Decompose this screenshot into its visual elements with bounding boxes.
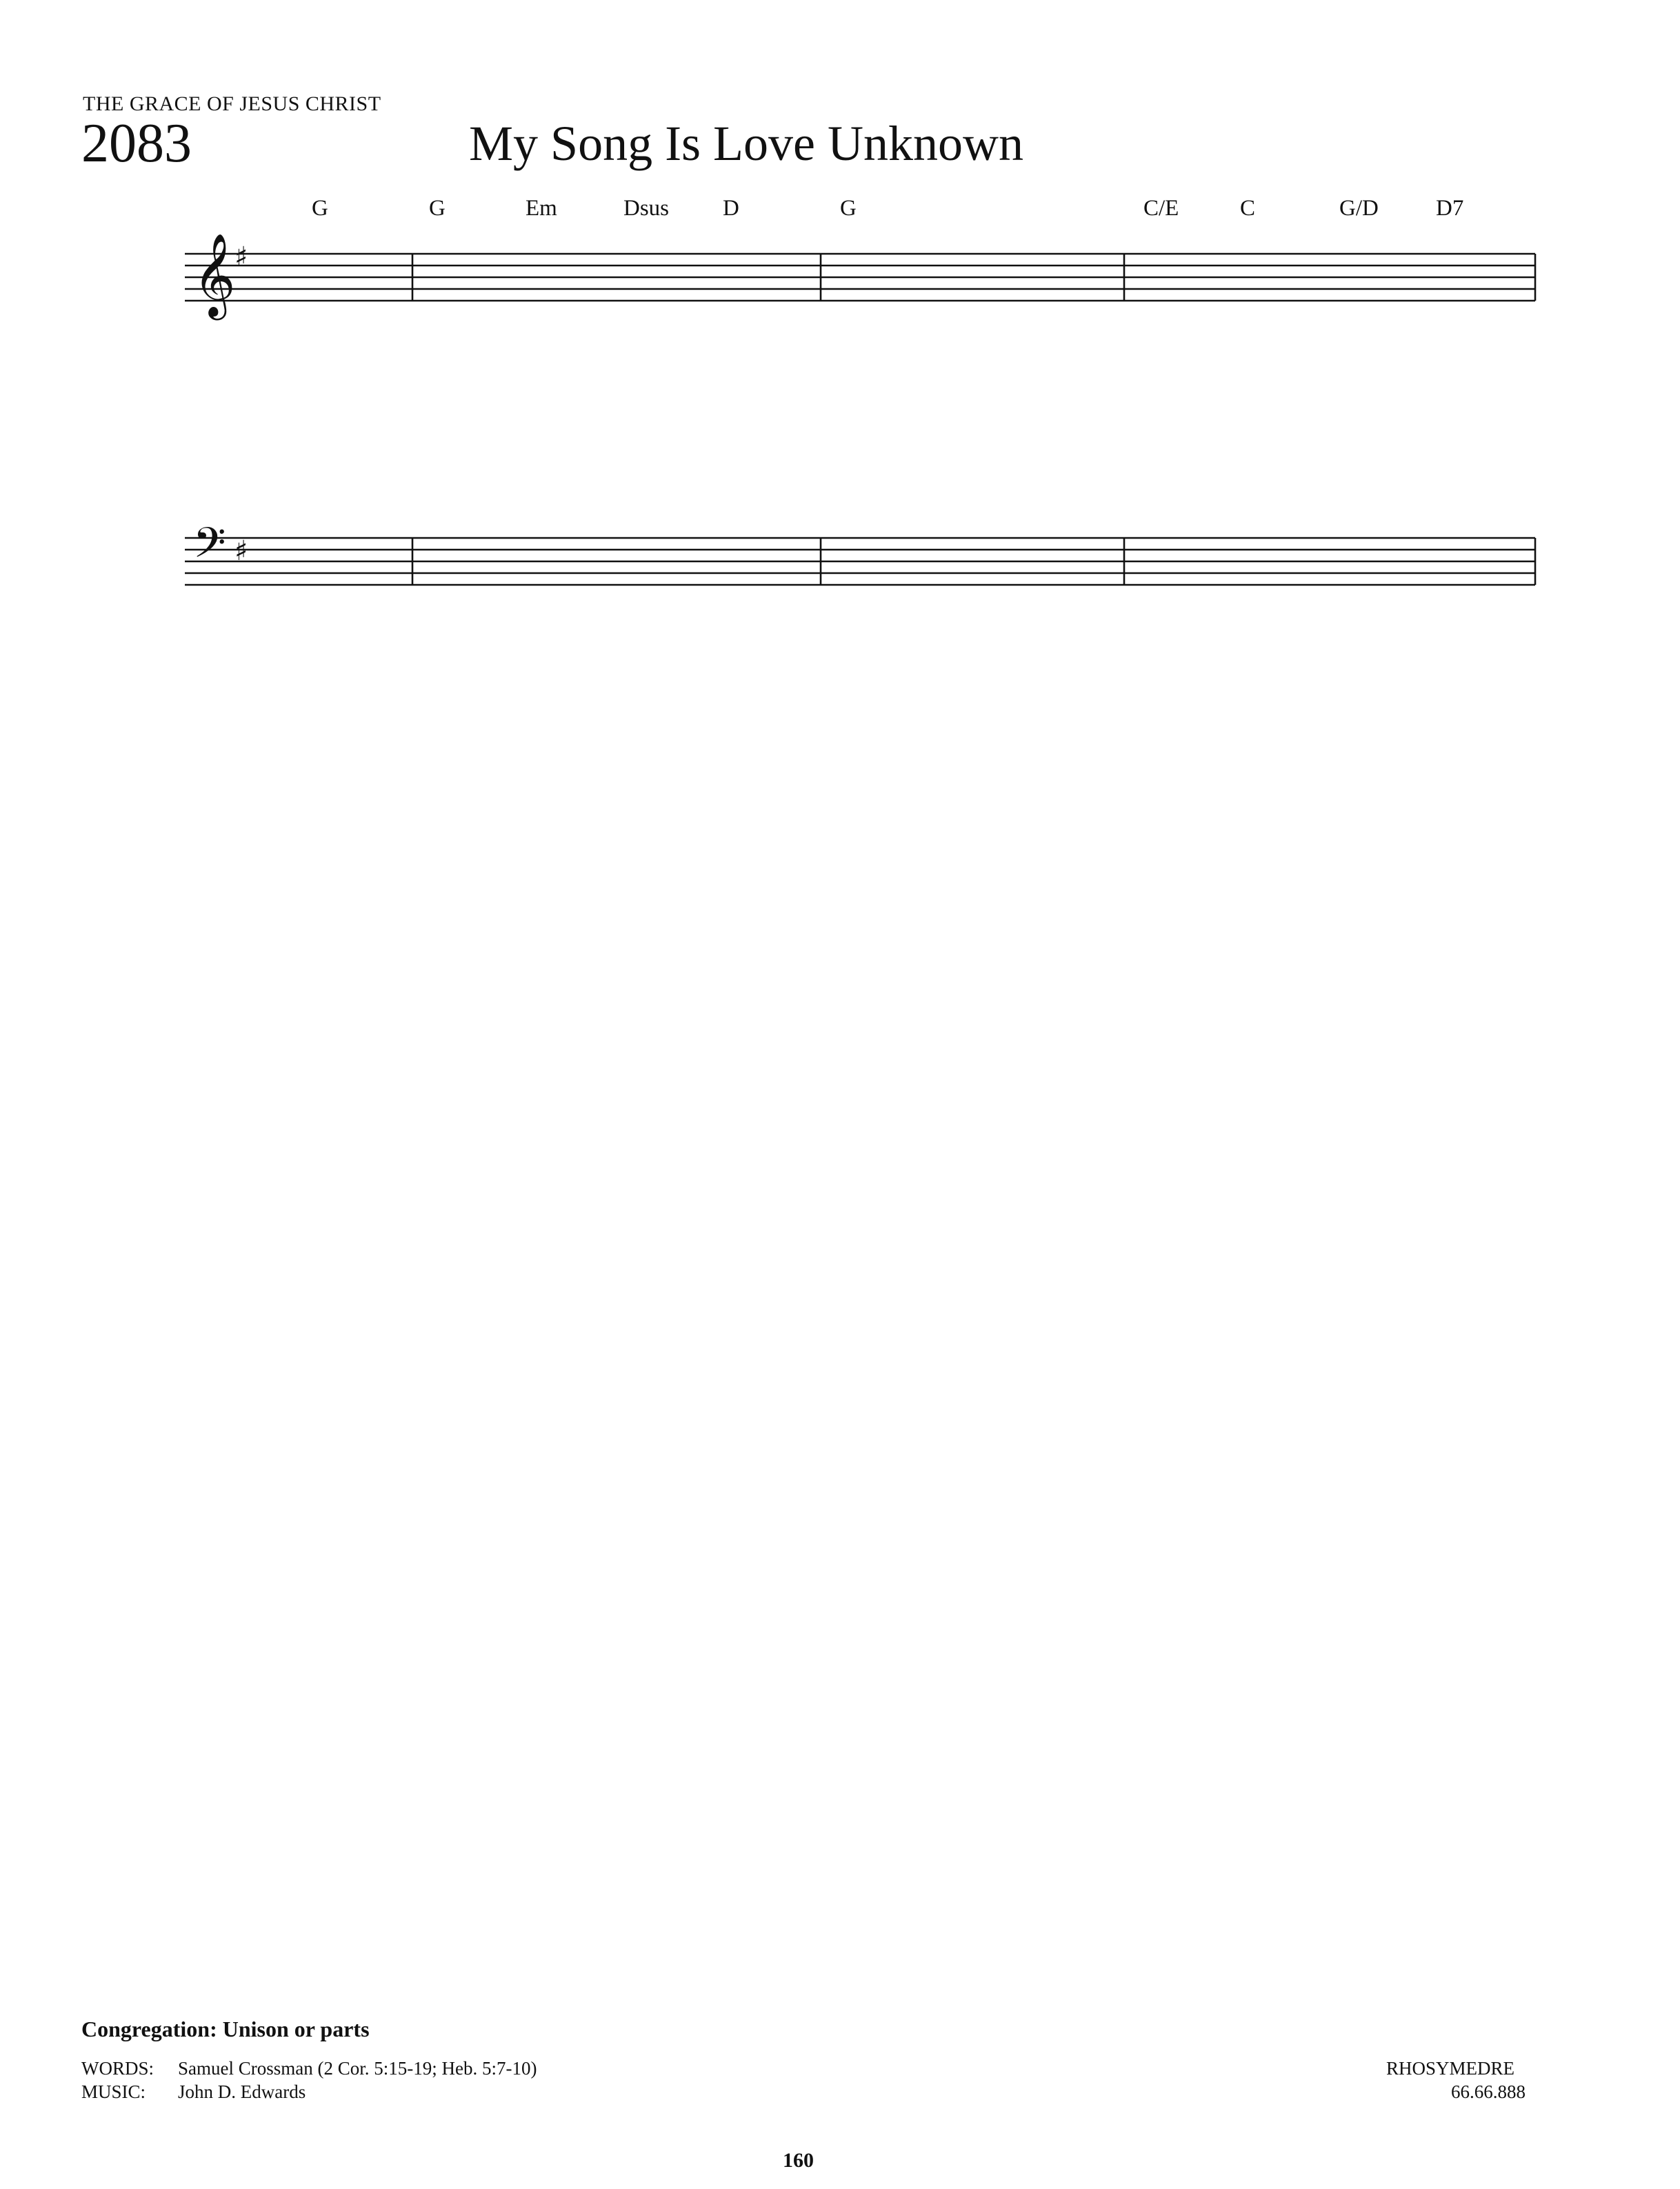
congregation-note: Congregation: Unison or parts <box>81 2017 370 2041</box>
words-label: WORDS: <box>81 2058 154 2079</box>
chord-symbol: D <box>723 196 739 221</box>
bass-clef-icon: 𝄢 <box>193 519 226 578</box>
sharp-key-signature-icon: ♯ <box>234 241 248 273</box>
page-number: 160 <box>783 2149 814 2172</box>
treble-staff <box>185 232 1535 320</box>
bass-staff <box>185 519 1535 585</box>
chord-symbol: C <box>1240 196 1256 221</box>
words-credit: Samuel Crossman (2 Cor. 5:15-19; Heb. 5:7-10) <box>178 2058 537 2079</box>
chord-symbol: D7 <box>1436 196 1464 221</box>
chord-symbol: C/E <box>1143 196 1179 221</box>
chord-symbol: G <box>429 196 446 221</box>
hymn-number: 2083 <box>81 113 192 174</box>
chord-symbol: G <box>312 196 328 221</box>
treble-clef-icon: 𝄞 <box>193 232 236 317</box>
chord-symbol: G <box>840 196 857 221</box>
meter: 66.66.888 <box>1451 2081 1526 2102</box>
music-credit: John D. Edwards <box>178 2081 306 2102</box>
chord-symbol: Dsus <box>623 196 670 221</box>
chord-symbol: Em <box>526 196 557 221</box>
section-heading: THE GRACE OF JESUS CHRIST <box>83 92 381 115</box>
hymn-title: My Song Is Love Unknown <box>469 116 1023 171</box>
chord-symbol: G/D <box>1339 196 1379 221</box>
tune-name: RHOSYMEDRE <box>1386 2058 1515 2079</box>
sharp-key-signature-icon: ♯ <box>234 535 248 567</box>
music-label: MUSIC: <box>81 2081 146 2102</box>
